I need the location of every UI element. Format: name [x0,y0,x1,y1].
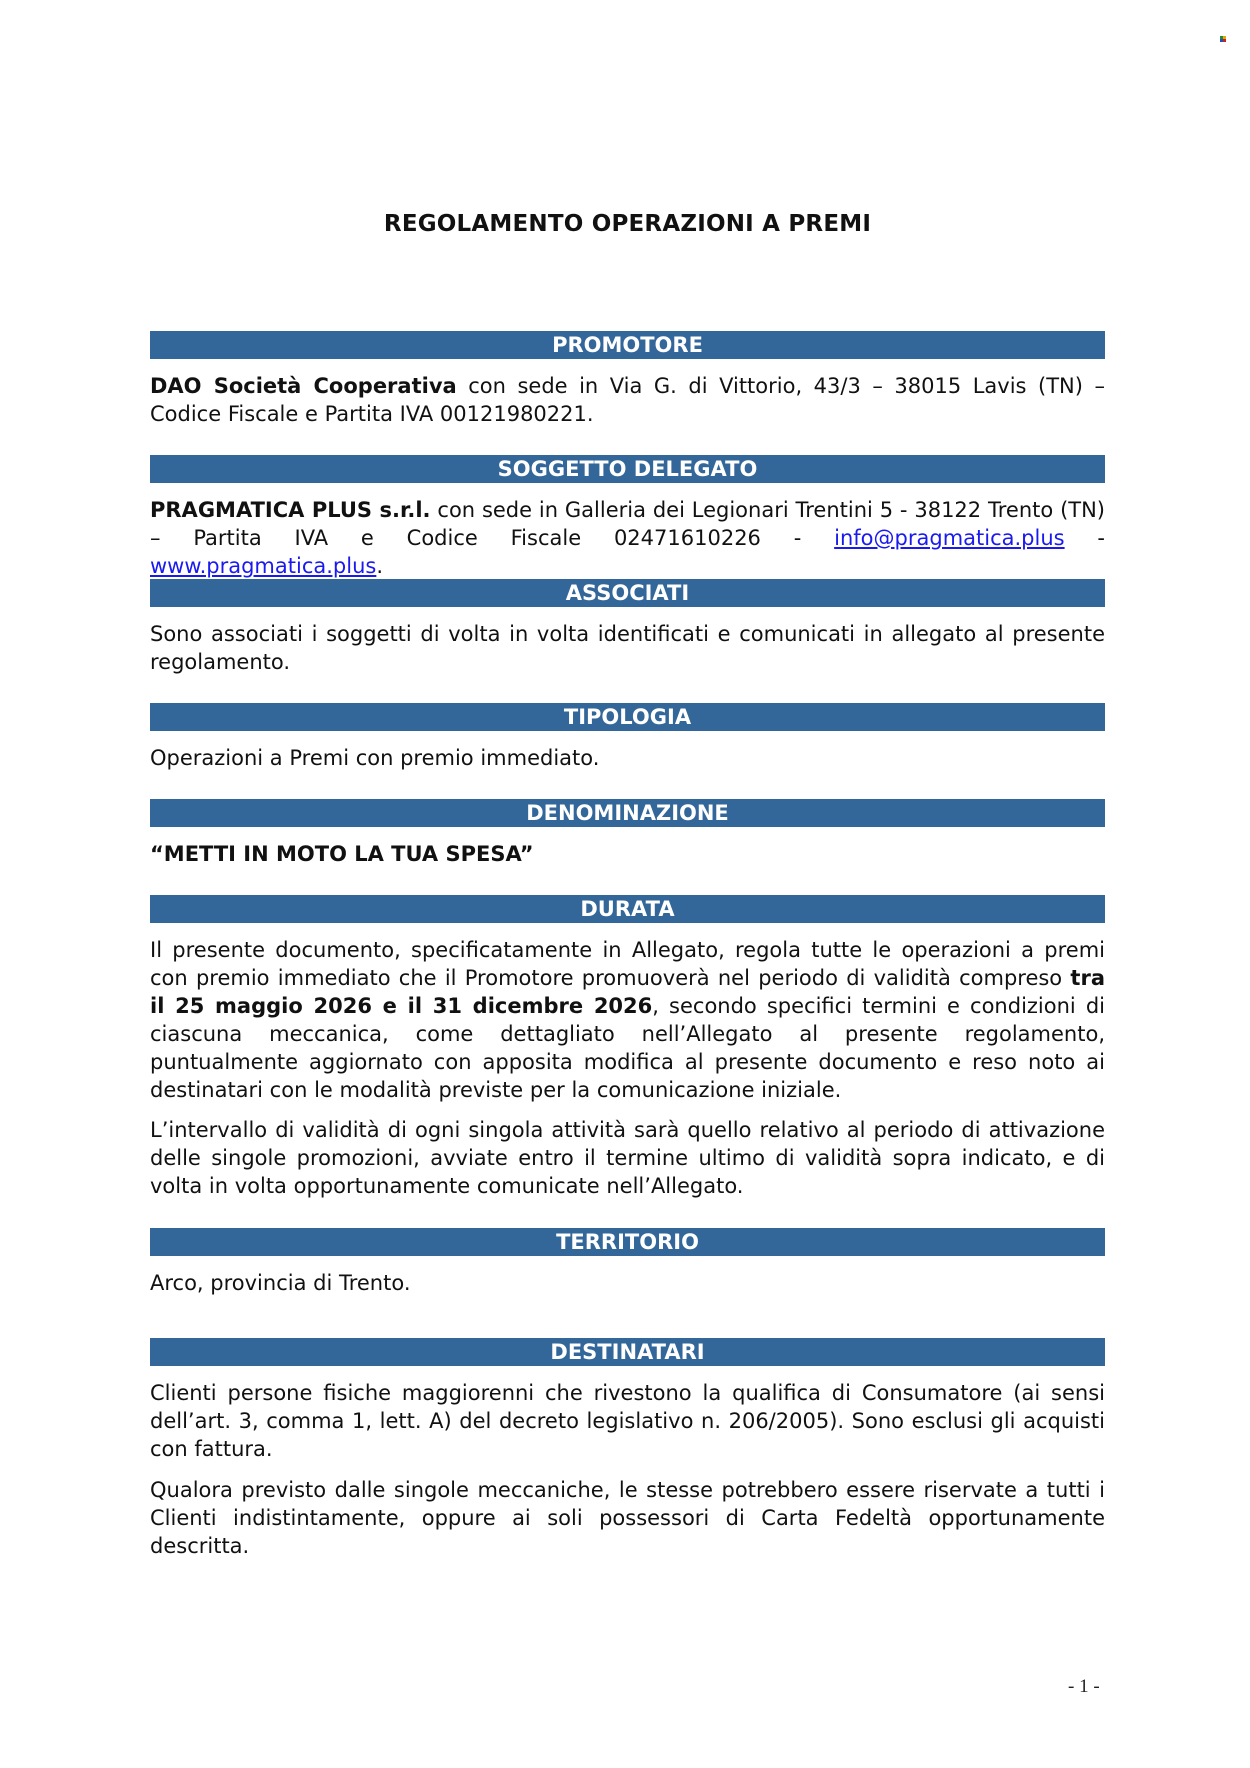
email-link[interactable]: info@pragmatica.plus [834,526,1065,550]
associati-text: Sono associati i soggetti di volta in volta identificati e comunicati in allegato al presente regolamento. [150,622,1105,674]
soggetto-delegato-name: PRAGMATICA PLUS s.r.l. [150,498,431,522]
document-title: REGOLAMENTO OPERAZIONI A PREMI [383,211,872,237]
promotore-details: con sede in Via G. di Vittorio, 43/3 – 38015 Lavis (TN) – Codice Fiscale e Partita IVA 00121980221. [150,374,1105,426]
section-heading-territorio: TERRITORIO [150,1228,1105,1256]
page-number: - 1 - [1068,1676,1100,1697]
durata-text-a: Il presente documento, specificatamente in Allegato, regola tutte le operazioni a premi con premio immediato che il Promotore promuoverà nel periodo di validità compreso [150,938,1105,990]
territorio-text: Arco, provincia di Trento. [150,1271,411,1295]
sentence-end: . [376,554,384,578]
section-heading-destinatari: DESTINATARI [150,1338,1105,1366]
durata-text-b: , secondo specifici termini e condizioni di ciascuna meccanica, come dettagliato nell’Allegato al presente regolamento, puntualmente aggiornato con apposita modifica al presente documento e reso noto ai destinatari con le modalità previste per la comunicazione iniziale. [150,994,1106,1102]
durata-period: tra il 25 maggio 2026 e il 31 dicembre 2026 [150,966,1105,1018]
website-link[interactable]: www.pragmatica.plus [150,554,377,578]
durata-paragraph-2: L’intervallo di validità di ogni singola attività sarà quello relativo al periodo di attivazione delle singole promozioni, avviate entro il termine ultimo di validità sopra indicato, e di volta in volta opportunamente comunicate nell’Allegato. [150,1118,1105,1198]
section-heading-associati: ASSOCIATI [150,579,1105,607]
section-heading-soggetto-delegato: SOGGETTO DELEGATO [150,455,1105,483]
corner-mark-icon [1220,36,1228,44]
destinatari-paragraph-1: Clienti persone fisiche maggiorenni che rivestono la qualifica di Consumatore (ai sensi dell’art. 3, comma 1, lett. A) del decreto legislativo n. 206/2005). Sono esclusi gli acquisti con fattura. [150,1381,1105,1461]
destinatari-paragraph-2: Qualora previsto dalle singole meccaniche, le stesse potrebbero essere riservate a tutti i Clienti indistintamente, oppure ai soli possessori di Carta Fedeltà opportunamente descritta. [150,1478,1105,1558]
section-heading-promotore: PROMOTORE [150,331,1105,359]
promotore-name: DAO Società Cooperativa [150,374,457,398]
denominazione-text: “METTI IN MOTO LA TUA SPESA” [150,842,534,866]
section-heading-tipologia: TIPOLOGIA [150,703,1105,731]
section-heading-durata: DURATA [150,895,1105,923]
promotore-text [150,372,1105,428]
link-separator: - [1064,526,1105,550]
tipologia-text: Operazioni a Premi con premio immediato. [150,746,600,770]
durata-paragraph-1 [150,936,1105,1104]
soggetto-delegato-text [150,496,1105,580]
section-heading-denominazione: DENOMINAZIONE [150,799,1105,827]
soggetto-delegato-details: con sede in Galleria dei Legionari Trentini 5 - 38122 Trento (TN) – Partita IVA e Codice Fiscale 02471610226 - [150,498,1105,550]
